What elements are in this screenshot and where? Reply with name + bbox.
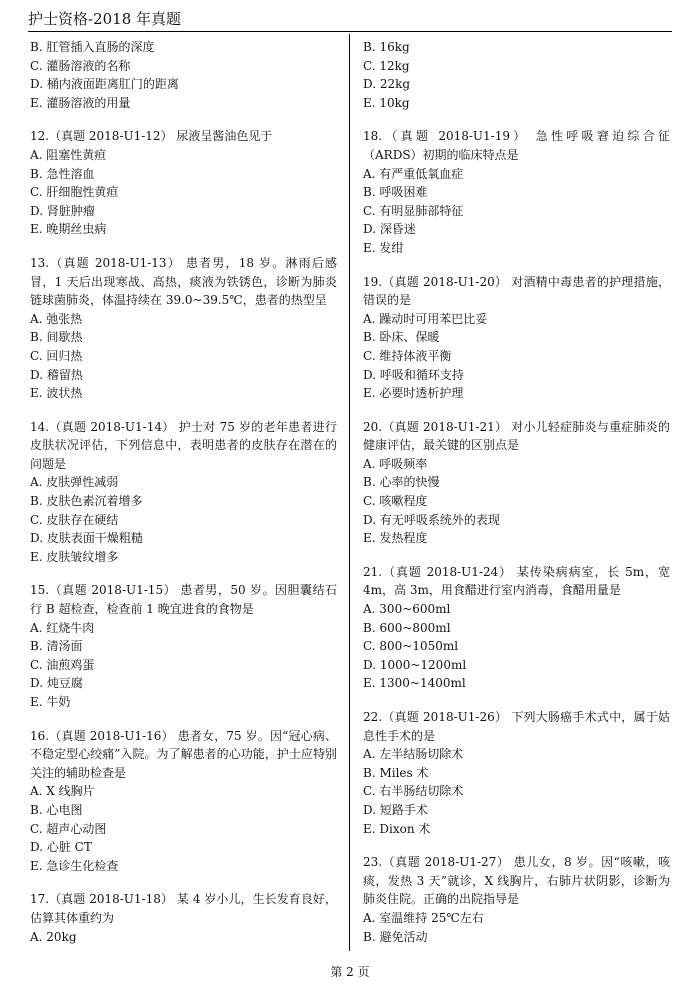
answer-option: C. 咳嗽程度: [363, 494, 428, 509]
answer-option: B. 避免活动: [363, 929, 428, 944]
header-rule: [28, 31, 672, 32]
answer-option: D. 深昏迷: [363, 222, 416, 237]
question-stem: 20.（真题 2018-U1-21） 对小儿轻症肺炎与重症肺炎的健康评估，最关键的区别点是: [363, 419, 670, 453]
answer-option: C. 有明显肺部特征: [363, 203, 464, 218]
answer-option: A. 20kg: [30, 929, 77, 944]
answer-option: D. 1000~1200ml: [363, 657, 467, 672]
question-stem: 12.（真题 2018-U1-12） 尿液呈酱油色见于: [30, 129, 273, 144]
question-block: [30, 38, 337, 112]
question-stem: 22.（真题 2018-U1-26） 下列大肠癌手术式中，属于姑息性手术的是: [363, 710, 670, 743]
answer-option: E. 急诊生化检查: [30, 858, 119, 873]
question-block: [363, 853, 670, 946]
answer-option: C. 800~1050ml: [363, 639, 459, 654]
answer-option: D. 桶内液面距离肛门的距离: [30, 77, 179, 92]
answer-option: D. 短路手术: [363, 802, 428, 817]
question-block: [30, 890, 337, 946]
answer-option: B. 间歇热: [30, 330, 83, 345]
question-block: [30, 727, 337, 876]
answer-option: B. 皮肤色素沉着增多: [30, 494, 143, 509]
answer-option: E. 1300~1400ml: [363, 676, 466, 691]
question-block: [30, 127, 337, 239]
answer-option: C. 维持体液平衡: [363, 348, 452, 363]
answer-option: E. Dixon 术: [363, 821, 431, 836]
question-block: [30, 254, 337, 403]
question-stem: 15.（真题 2018-U1-15） 患者男，50 岁。因胆囊结石行 B 超检查，检查前 1 晚宜进食的食物是: [30, 583, 337, 617]
answer-option: E. 晚期丝虫病: [30, 222, 107, 237]
answer-option: E. 波状热: [30, 386, 83, 401]
answer-option: D. 呼吸和循环支持: [363, 367, 464, 382]
left-column: [30, 38, 337, 946]
answer-option: B. 肛管插入直肠的深度: [30, 40, 155, 54]
answer-option: B. 卧床、保暖: [363, 330, 440, 345]
question-block: [30, 418, 337, 567]
answer-option: B. 呼吸困难: [363, 185, 428, 200]
answer-option: B. 心率的快慢: [363, 475, 440, 490]
answer-option: A. 室温维持 25℃左右: [363, 910, 484, 925]
question-block: [363, 563, 670, 693]
answer-option: E. 10kg: [363, 95, 410, 110]
answer-option: E. 发热程度: [363, 531, 428, 546]
answer-option: A. 有严重低氧血症: [363, 166, 464, 181]
question-block: [363, 38, 670, 112]
page-number: 第 2 页: [330, 965, 370, 979]
answer-option: A. 阻塞性黄疸: [30, 147, 107, 162]
question-stem: 13.（真题 2018-U1-13） 患者男，18 岁。淋雨后感冒，1 天后出现寒战、高热，痰液为铁锈色，诊断为肺炎链球菌肺炎，体温持续在 39.0~39.5℃，患者的热型呈: [30, 255, 337, 308]
answer-option: D. 炖豆腐: [30, 676, 83, 691]
answer-option: B. 急性溶血: [30, 166, 95, 181]
answer-option: D. 有无呼吸系统外的表现: [363, 512, 500, 527]
answer-option: E. 灌肠溶液的用量: [30, 95, 131, 110]
answer-option: C. 油煎鸡蛋: [30, 657, 95, 672]
answer-option: B. 16kg: [363, 40, 410, 54]
answer-option: D. 稽留热: [30, 367, 83, 382]
answer-option: A. 弛张热: [30, 311, 83, 326]
question-block: [363, 273, 670, 403]
answer-option: E. 发绀: [363, 240, 404, 255]
answer-option: D. 心脏 CT: [30, 840, 92, 855]
answer-option: E. 皮肤皱纹增多: [30, 549, 119, 564]
answer-option: E. 牛奶: [30, 695, 71, 709]
answer-option: B. 心电图: [30, 802, 83, 817]
answer-option: A. 呼吸频率: [363, 456, 428, 471]
answer-option: C. 回归热: [30, 348, 83, 363]
question-block: [30, 581, 337, 711]
question-stem: 19.（真题 2018-U1-20） 对酒精中毒患者的护理措施，错误的是: [363, 274, 670, 308]
answer-option: C. 皮肤存在硬结: [30, 512, 119, 527]
answer-option: A. 皮肤弹性减弱: [30, 475, 119, 490]
question-block: [363, 708, 670, 838]
answer-option: C. 肝细胞性黄疸: [30, 185, 119, 200]
answer-option: B. Miles 术: [363, 765, 429, 780]
column-divider: [349, 34, 350, 951]
question-stem: 18.（真题 2018-U1-19） 急性呼吸窘迫综合征（ARDS）初期的临床特点是: [363, 129, 670, 162]
answer-option: A. 躁动时可用苯巴比妥: [363, 311, 488, 326]
right-column: [363, 38, 670, 946]
answer-option: B. 清汤面: [30, 639, 83, 654]
answer-option: C. 灌肠溶液的名称: [30, 58, 131, 73]
answer-option: C. 12kg: [363, 58, 410, 73]
answer-option: A. 红烧牛肉: [30, 620, 95, 635]
answer-option: B. 600~800ml: [363, 620, 451, 635]
question-stem: 14.（真题 2018-U1-14） 护士对 75 岁的老年患者进行皮肤状况评估，下列信息中，表明患者的皮肤存在潜在的问题是: [30, 419, 337, 471]
answer-option: C. 超声心动图: [30, 821, 107, 836]
question-block: [363, 418, 670, 548]
answer-option: D. 22kg: [363, 77, 411, 92]
answer-option: C. 右半肠结切除术: [363, 784, 464, 799]
question-stem: 16.（真题 2018-U1-16） 患者女，75 岁。因“冠心病、不稳定型心绞痛”入院。为了解患者的心功能，护士应特别关注的辅助检查是: [30, 728, 337, 780]
question-block: [363, 127, 670, 257]
answer-option: E. 必要时透析护理: [363, 386, 464, 401]
question-stem: 23.（真题 2018-U1-27） 患儿女，8 岁。因“咳嗽，咳痰，发热 3 天”就诊，X 线胸片，右肺片状阴影，诊断为肺炎住院。正确的出院指导是: [363, 855, 670, 907]
question-stem: 17.（真题 2018-U1-18） 某 4 岁小儿，生长发育良好，估算其体重约为: [30, 892, 337, 925]
page-header: 护士资格-2018 年真题: [28, 10, 182, 28]
answer-option: A. 左半结肠切除术: [363, 747, 464, 762]
answer-option: A. X 线胸片: [30, 784, 95, 799]
question-stem: 21.（真题 2018-U1-24） 某传染病病室，长 5m，宽 4m，高 3m，用食醋进行室内消毒，食醋用量是: [363, 564, 670, 598]
answer-option: D. 皮肤表面干燥粗糙: [30, 531, 143, 546]
answer-option: D. 肾脏肿瘤: [30, 203, 95, 218]
answer-option: A. 300~600ml: [363, 602, 451, 617]
